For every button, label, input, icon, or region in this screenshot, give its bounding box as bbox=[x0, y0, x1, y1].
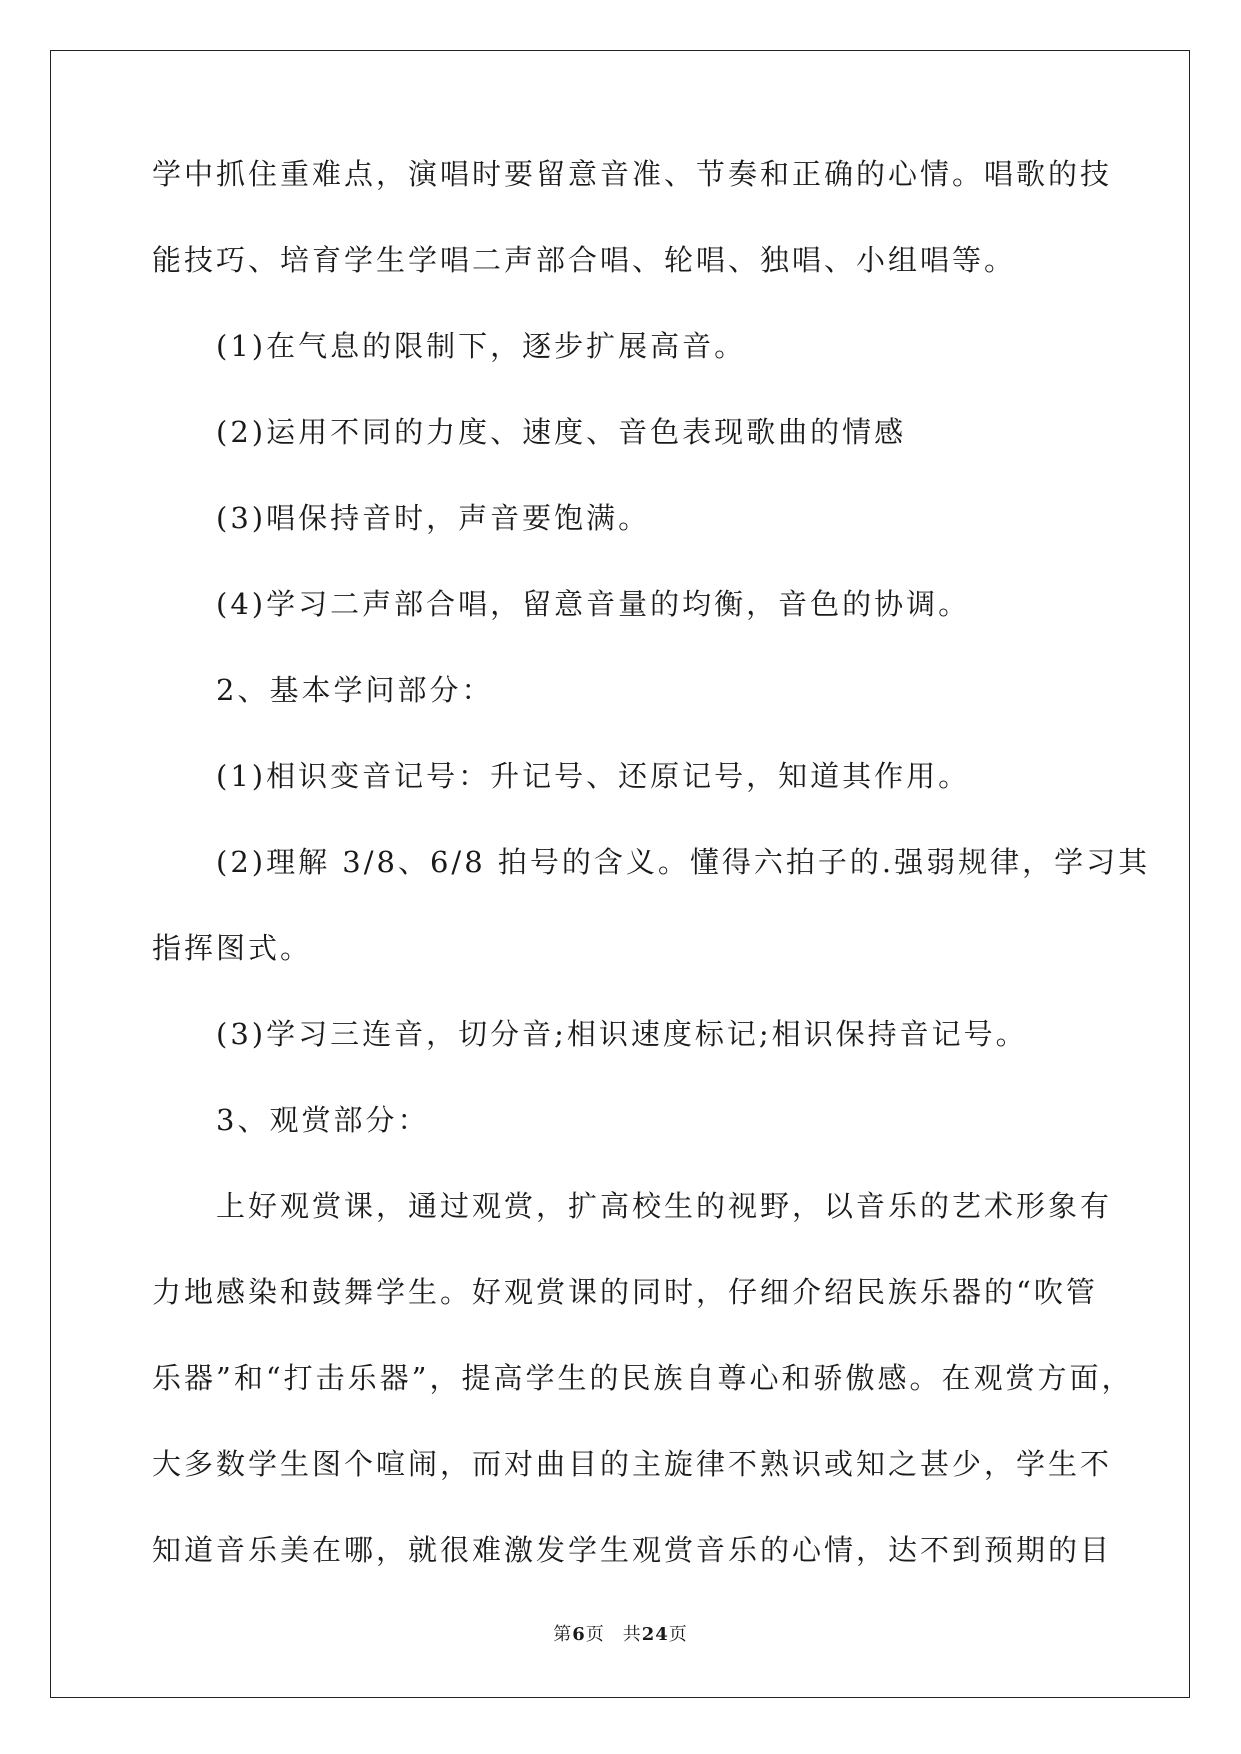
list-item-6: (2)理解 3/8、6/8 拍号的含义。懂得六拍子的.强弱规律，学习其 bbox=[216, 845, 1151, 879]
page-prefix: 第 bbox=[553, 1624, 573, 1645]
total-suffix: 页 bbox=[668, 1624, 688, 1645]
list-item-1: (1)在气息的限制下，逐步扩展高音。 bbox=[216, 329, 747, 363]
paragraph-line-1: 学中抓住重难点，演唱时要留意音准、节奏和正确的心情。唱歌的技 bbox=[152, 157, 1113, 191]
list-item-6-continued: 指挥图式。 bbox=[152, 931, 313, 965]
total-pages: 24 bbox=[641, 1624, 669, 1645]
page-footer bbox=[0, 1620, 1241, 1646]
section-heading-3: 3、观赏部分： bbox=[216, 1103, 430, 1137]
list-item-7: (3)学习三连音，切分音;相识速度标记;相识保持音记号。 bbox=[216, 1017, 1028, 1051]
page-suffix: 页 bbox=[585, 1624, 605, 1645]
list-item-2: (2)运用不同的力度、速度、音色表现歌曲的情感 bbox=[216, 415, 907, 449]
paragraph-line-7: 知道音乐美在哪，就很难激发学生观赏音乐的心情，达不到预期的目 bbox=[152, 1533, 1113, 1567]
total-prefix: 共 bbox=[622, 1624, 642, 1645]
section-heading-2: 2、基本学问部分： bbox=[216, 673, 494, 707]
paragraph-line-3: 上好观赏课，通过观赏，扩高校生的视野，以音乐的艺术形象有 bbox=[216, 1189, 1113, 1223]
paragraph-line-6: 大多数学生图个喧闹，而对曲目的主旋律不熟识或知之甚少，学生不 bbox=[152, 1447, 1113, 1481]
list-item-4: (4)学习二声部合唱，留意音量的均衡，音色的协调。 bbox=[216, 587, 971, 621]
paragraph-line-4: 力地感染和鼓舞学生。好观赏课的同时，仔细介绍民族乐器的“吹管 bbox=[152, 1275, 1098, 1309]
list-item-3: (3)唱保持音时，声音要饱满。 bbox=[216, 501, 651, 535]
paragraph-line-5: 乐器”和“打击乐器”，提高学生的民族自尊心和骄傲感。在观赏方面， bbox=[152, 1361, 1134, 1395]
page-number: 6 bbox=[572, 1624, 586, 1645]
paragraph-line-2: 能技巧、培育学生学唱二声部合唱、轮唱、独唱、小组唱等。 bbox=[152, 243, 1017, 277]
list-item-5: (1)相识变音记号：升记号、还原记号，知道其作用。 bbox=[216, 759, 971, 793]
